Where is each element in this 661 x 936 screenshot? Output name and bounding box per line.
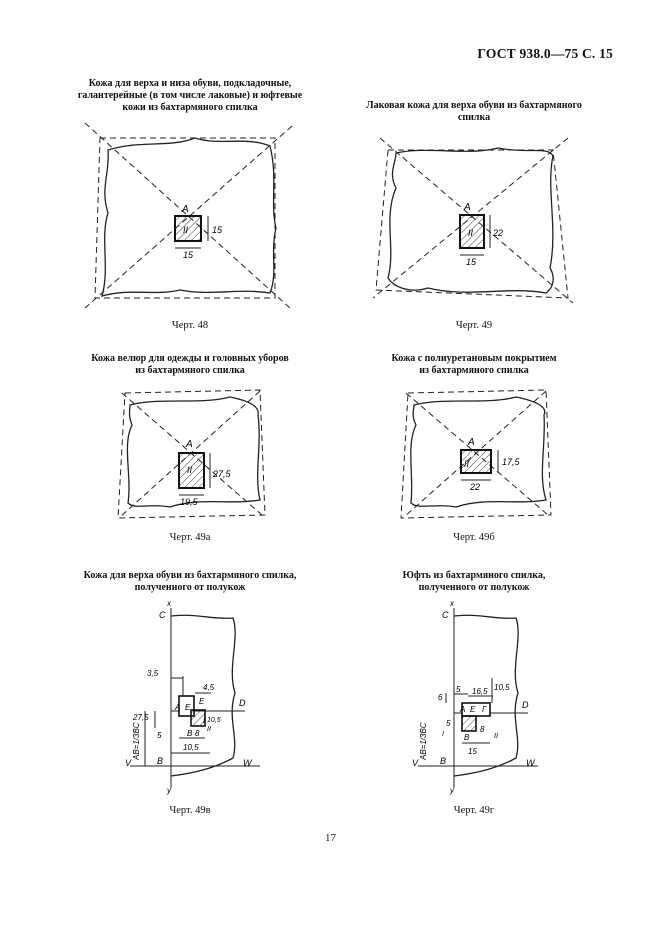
y-axis-label: y [450, 786, 454, 795]
figure-49v-caption [60, 570, 320, 594]
x-axis-label: x [167, 599, 171, 608]
sample-label: II [468, 228, 474, 238]
point-a-label: A [175, 703, 181, 712]
point-d-label: D [522, 700, 529, 710]
caption-line: Кожа велюр для одежды и головных уборов [91, 353, 289, 364]
point-e2-label: E [199, 697, 205, 706]
height-label: 15 [212, 225, 223, 235]
figure-49b-number: Черт. 49б [453, 532, 495, 543]
caption-line: галантерейные (в том числе лаковые) и юфтевые [77, 90, 303, 101]
figure-49v-drawing [115, 598, 275, 798]
sample-label: II [187, 465, 193, 475]
page-number: 17 [325, 832, 336, 844]
figure-48-number: Черт. 48 [171, 320, 209, 331]
dim-label: 5 [446, 719, 451, 728]
figure-49v-number: Черт. 49в [169, 805, 211, 816]
caption-line: Кожа для верха и низа обуви, подкладочные, [88, 78, 292, 89]
point-d-label: D [239, 698, 246, 708]
sample-i-label: I [203, 718, 205, 725]
point-v-label: V [412, 758, 419, 768]
point-label: A [186, 439, 193, 450]
dim-label: 5 [456, 685, 461, 694]
figure-49-number: Черт. 49 [455, 320, 493, 331]
point-b-label: B [157, 756, 164, 766]
y-axis-label: y [167, 786, 171, 795]
point-b2-label: B [464, 733, 470, 742]
dim-label: 5 [157, 731, 162, 740]
figure-49a-caption [60, 353, 320, 377]
caption-line: спилка [457, 112, 491, 123]
width-label: 15 [466, 257, 477, 267]
height-label: 17,5 [502, 457, 520, 467]
point-c-label: C [442, 610, 449, 620]
dim-label: 27,5 [133, 713, 149, 722]
dim-label: 15 [468, 747, 477, 756]
caption-line: полученного от полукож [418, 582, 530, 593]
sample-ii-label: II [494, 733, 498, 740]
point-c-label: C [159, 610, 166, 620]
x-axis-label: x [450, 599, 454, 608]
point-g-label: Г [482, 705, 487, 714]
standard-header: ГОСТ 938.0—75 С. 15 [477, 46, 613, 61]
dim-label: 3,5 [147, 669, 159, 678]
width-label: 15 [183, 250, 194, 260]
sample-i-label: I [442, 731, 444, 738]
figure-49-drawing [368, 128, 588, 308]
figure-48-drawing [80, 118, 300, 308]
dim-label: 8 [195, 729, 200, 738]
caption-line: кожи из бахтармяного спилка [122, 102, 258, 113]
figure-49g-number: Черт. 49г [453, 805, 495, 816]
dim-label: 8 [480, 725, 485, 734]
point-b2-label: B [187, 729, 193, 738]
sample-label: II [464, 459, 470, 469]
height-label: 22 [493, 228, 504, 238]
height-label: 27,5 [213, 469, 231, 479]
point-v-label: V [125, 758, 132, 768]
point-e-label: E [185, 703, 191, 712]
dim-label: 4,5 [203, 683, 215, 692]
dim-label: 10,5 [494, 683, 510, 692]
point-b-label: B [440, 756, 447, 766]
figure-49g-drawing [398, 598, 558, 798]
figure-49a-number: Черт. 49а [169, 532, 211, 543]
figure-49a-drawing [110, 385, 275, 525]
dim-label: 10,5 [183, 743, 199, 752]
dim-label: 6 [438, 693, 443, 702]
figure-48-caption [60, 78, 320, 114]
ab-formula-label: AB=1/3BC [419, 722, 428, 760]
dim-label: 16,5 [472, 687, 488, 696]
caption-line: полученного от полукож [134, 582, 246, 593]
point-e-label: E [470, 705, 476, 714]
point-label: A [464, 202, 471, 213]
point-w-label: W [243, 758, 252, 768]
figure-49g-caption [344, 570, 604, 594]
dim-label: 10,5 [207, 717, 221, 724]
caption-line: Юфть из бахтармяного спилка, [402, 570, 546, 581]
figure-49b-drawing [396, 385, 561, 525]
figure-49-caption [344, 100, 604, 124]
sample-label: II [183, 225, 189, 235]
point-w-label: W [526, 758, 535, 768]
point-label: A [182, 204, 189, 215]
caption-line: Лаковая кожа для верха обуви из бахтармяного [366, 100, 582, 111]
caption-line: из бахтармяного спилка [135, 365, 245, 376]
point-a-label: A [460, 705, 466, 714]
ab-formula-label: AB=1/3BC [132, 722, 141, 760]
width-label: 19,5 [180, 497, 198, 507]
figure-49b-caption [344, 353, 604, 377]
caption-line: из бахтармяного спилка [419, 365, 529, 376]
caption-line: Кожа с полиуретановым покрытием [391, 353, 557, 364]
sample-ii-label: II [207, 726, 211, 733]
caption-line: Кожа для верха обуви из бахтармяного спилка, [83, 570, 297, 581]
width-label: 22 [470, 482, 481, 492]
point-label: A [468, 437, 475, 448]
